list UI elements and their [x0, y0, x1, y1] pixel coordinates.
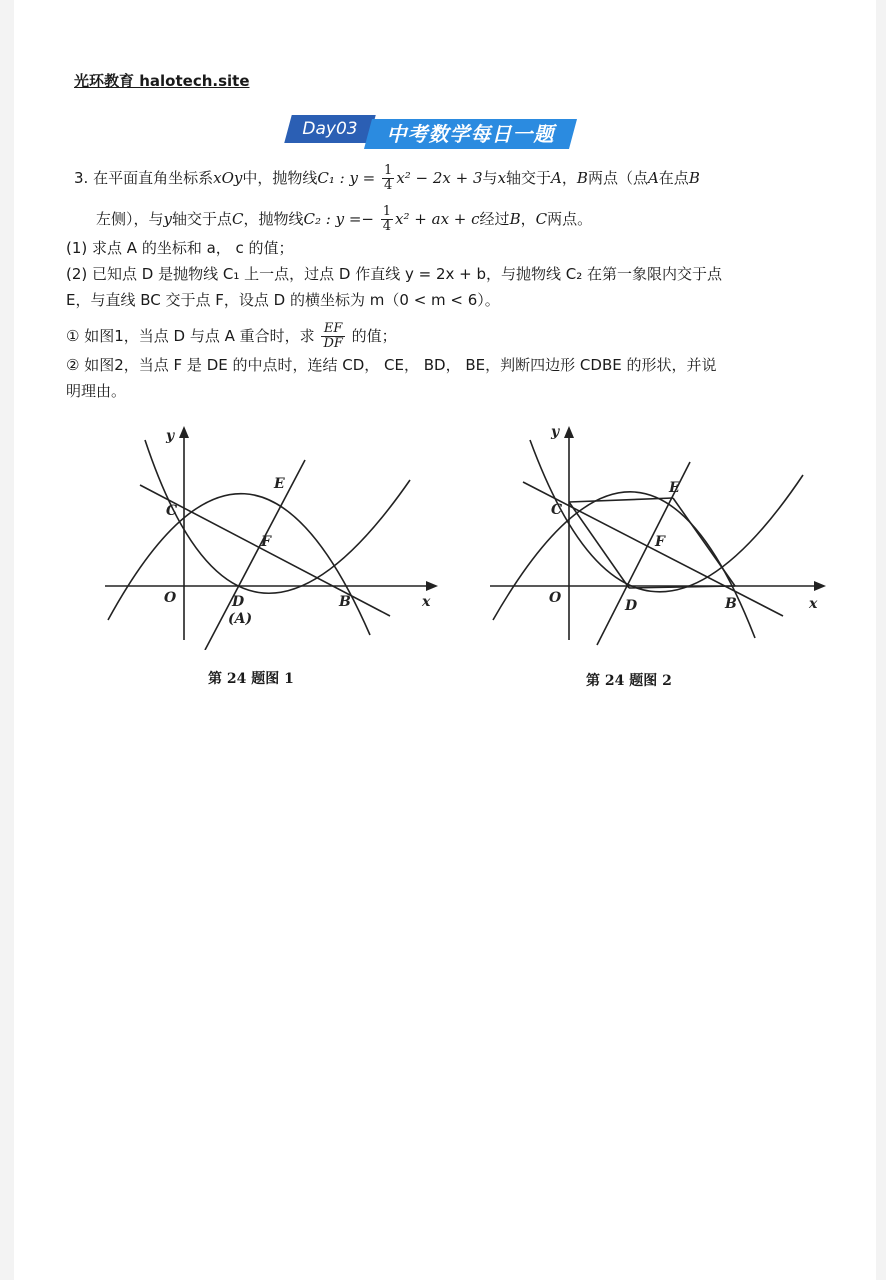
- text: ，: [520, 210, 536, 228]
- math: C: [232, 210, 244, 228]
- label-f: F: [655, 534, 665, 550]
- problem-line-1: [74, 164, 700, 193]
- header: 光环教育 halotech.site: [74, 72, 250, 90]
- math: A: [551, 169, 562, 187]
- math: C₁ : y =: [317, 169, 376, 187]
- label-y: y: [551, 424, 560, 440]
- banner: [288, 113, 578, 147]
- question-2-line-1: (2) 已知点 D 是抛物线 C₁ 上一点，过点 D 作直线 y = 2x + b，与抛物线 C₂ 在第一象限内交于点: [66, 265, 723, 283]
- text: 与: [482, 169, 498, 187]
- math: xOy: [213, 169, 243, 187]
- question-2-line-2: E，与直线 BC 交于点 F，设点 D 的横坐标为 m（0 < m < 6）。: [66, 291, 500, 309]
- line-de: [205, 460, 305, 650]
- fraction-quarter: [382, 164, 394, 193]
- label-o: O: [164, 590, 177, 606]
- figure-1: [100, 420, 450, 650]
- math: x² − 2x + 3: [396, 169, 483, 187]
- text: 的值；: [351, 327, 397, 345]
- label-d: D: [232, 594, 245, 610]
- text: 中，抛物线: [242, 169, 318, 187]
- text: 经过: [479, 210, 510, 228]
- question-2-1: [66, 322, 397, 351]
- label-e: E: [669, 480, 680, 496]
- text: 在平面直角坐标系: [93, 169, 214, 187]
- math: B: [509, 210, 521, 228]
- label-c: C: [551, 502, 563, 518]
- parabola-c1: [530, 440, 803, 592]
- denominator: 4: [384, 178, 393, 193]
- denominator: DF: [323, 336, 343, 351]
- text: 左侧），与: [96, 210, 164, 228]
- label-a: (A): [228, 611, 253, 627]
- figure-2-caption: 第 24 题图 2: [586, 673, 672, 689]
- math: y: [163, 210, 172, 228]
- day-label: Day03: [302, 119, 358, 139]
- text: 在点: [658, 169, 689, 187]
- question-1: (1) 求点 A 的坐标和 a， c 的值；: [66, 239, 294, 257]
- text: ，: [561, 169, 577, 187]
- x-arrow-icon: [426, 581, 438, 591]
- banner-title: 中考数学每日一题: [386, 122, 555, 146]
- text: ，抛物线: [243, 210, 304, 228]
- numerator: 1: [384, 163, 393, 178]
- label-b: B: [725, 596, 737, 612]
- denominator: 4: [382, 219, 392, 234]
- label-y: y: [166, 428, 175, 444]
- x-arrow-icon: [814, 581, 826, 591]
- text: 两点（点: [587, 169, 648, 187]
- label-x: x: [422, 594, 431, 610]
- math: C₂ : y =−: [303, 210, 374, 228]
- label-d: D: [625, 598, 638, 614]
- text: 轴交于点: [172, 210, 233, 228]
- label-b: B: [339, 594, 351, 610]
- numerator: EF: [321, 322, 344, 337]
- segment-eb: [673, 498, 735, 586]
- math: B: [576, 169, 588, 187]
- math: C: [535, 210, 548, 228]
- parabola-c2: [493, 492, 755, 638]
- figure-2: [485, 420, 835, 650]
- segment-cd: [569, 502, 629, 588]
- problem-number: 3.: [74, 169, 89, 187]
- label-e: E: [274, 476, 285, 492]
- math: x: [497, 169, 507, 187]
- problem-line-2: [96, 205, 592, 234]
- segment-ce: [569, 498, 673, 502]
- banner-title-box: [364, 119, 577, 149]
- math: A: [647, 169, 659, 187]
- label-o: O: [549, 590, 562, 606]
- y-arrow-icon: [564, 426, 574, 438]
- day-badge: [284, 115, 376, 143]
- question-2-2-line-1: ② 如图2，当点 F 是 DE 的中点时，连结 CD， CE， BD， BE，判断四边形 CDBE 的形状，并说: [66, 356, 717, 374]
- label-x: x: [809, 596, 818, 612]
- label-f: F: [261, 534, 271, 550]
- text: ① 如图1，当点 D 与点 A 重合时，求: [66, 327, 315, 345]
- text: 两点。: [547, 210, 593, 228]
- math: x² + ax + c: [395, 210, 480, 228]
- numerator: 1: [382, 204, 392, 219]
- label-c: C: [166, 503, 178, 519]
- figure-1-caption: 第 24 题图 1: [208, 671, 294, 687]
- question-2-2-line-2: 明理由。: [66, 382, 127, 400]
- fraction-quarter: [381, 205, 393, 234]
- fraction-ef-df: [321, 322, 344, 351]
- math: B: [688, 169, 700, 187]
- text: 轴交于: [506, 169, 552, 187]
- y-arrow-icon: [179, 426, 189, 438]
